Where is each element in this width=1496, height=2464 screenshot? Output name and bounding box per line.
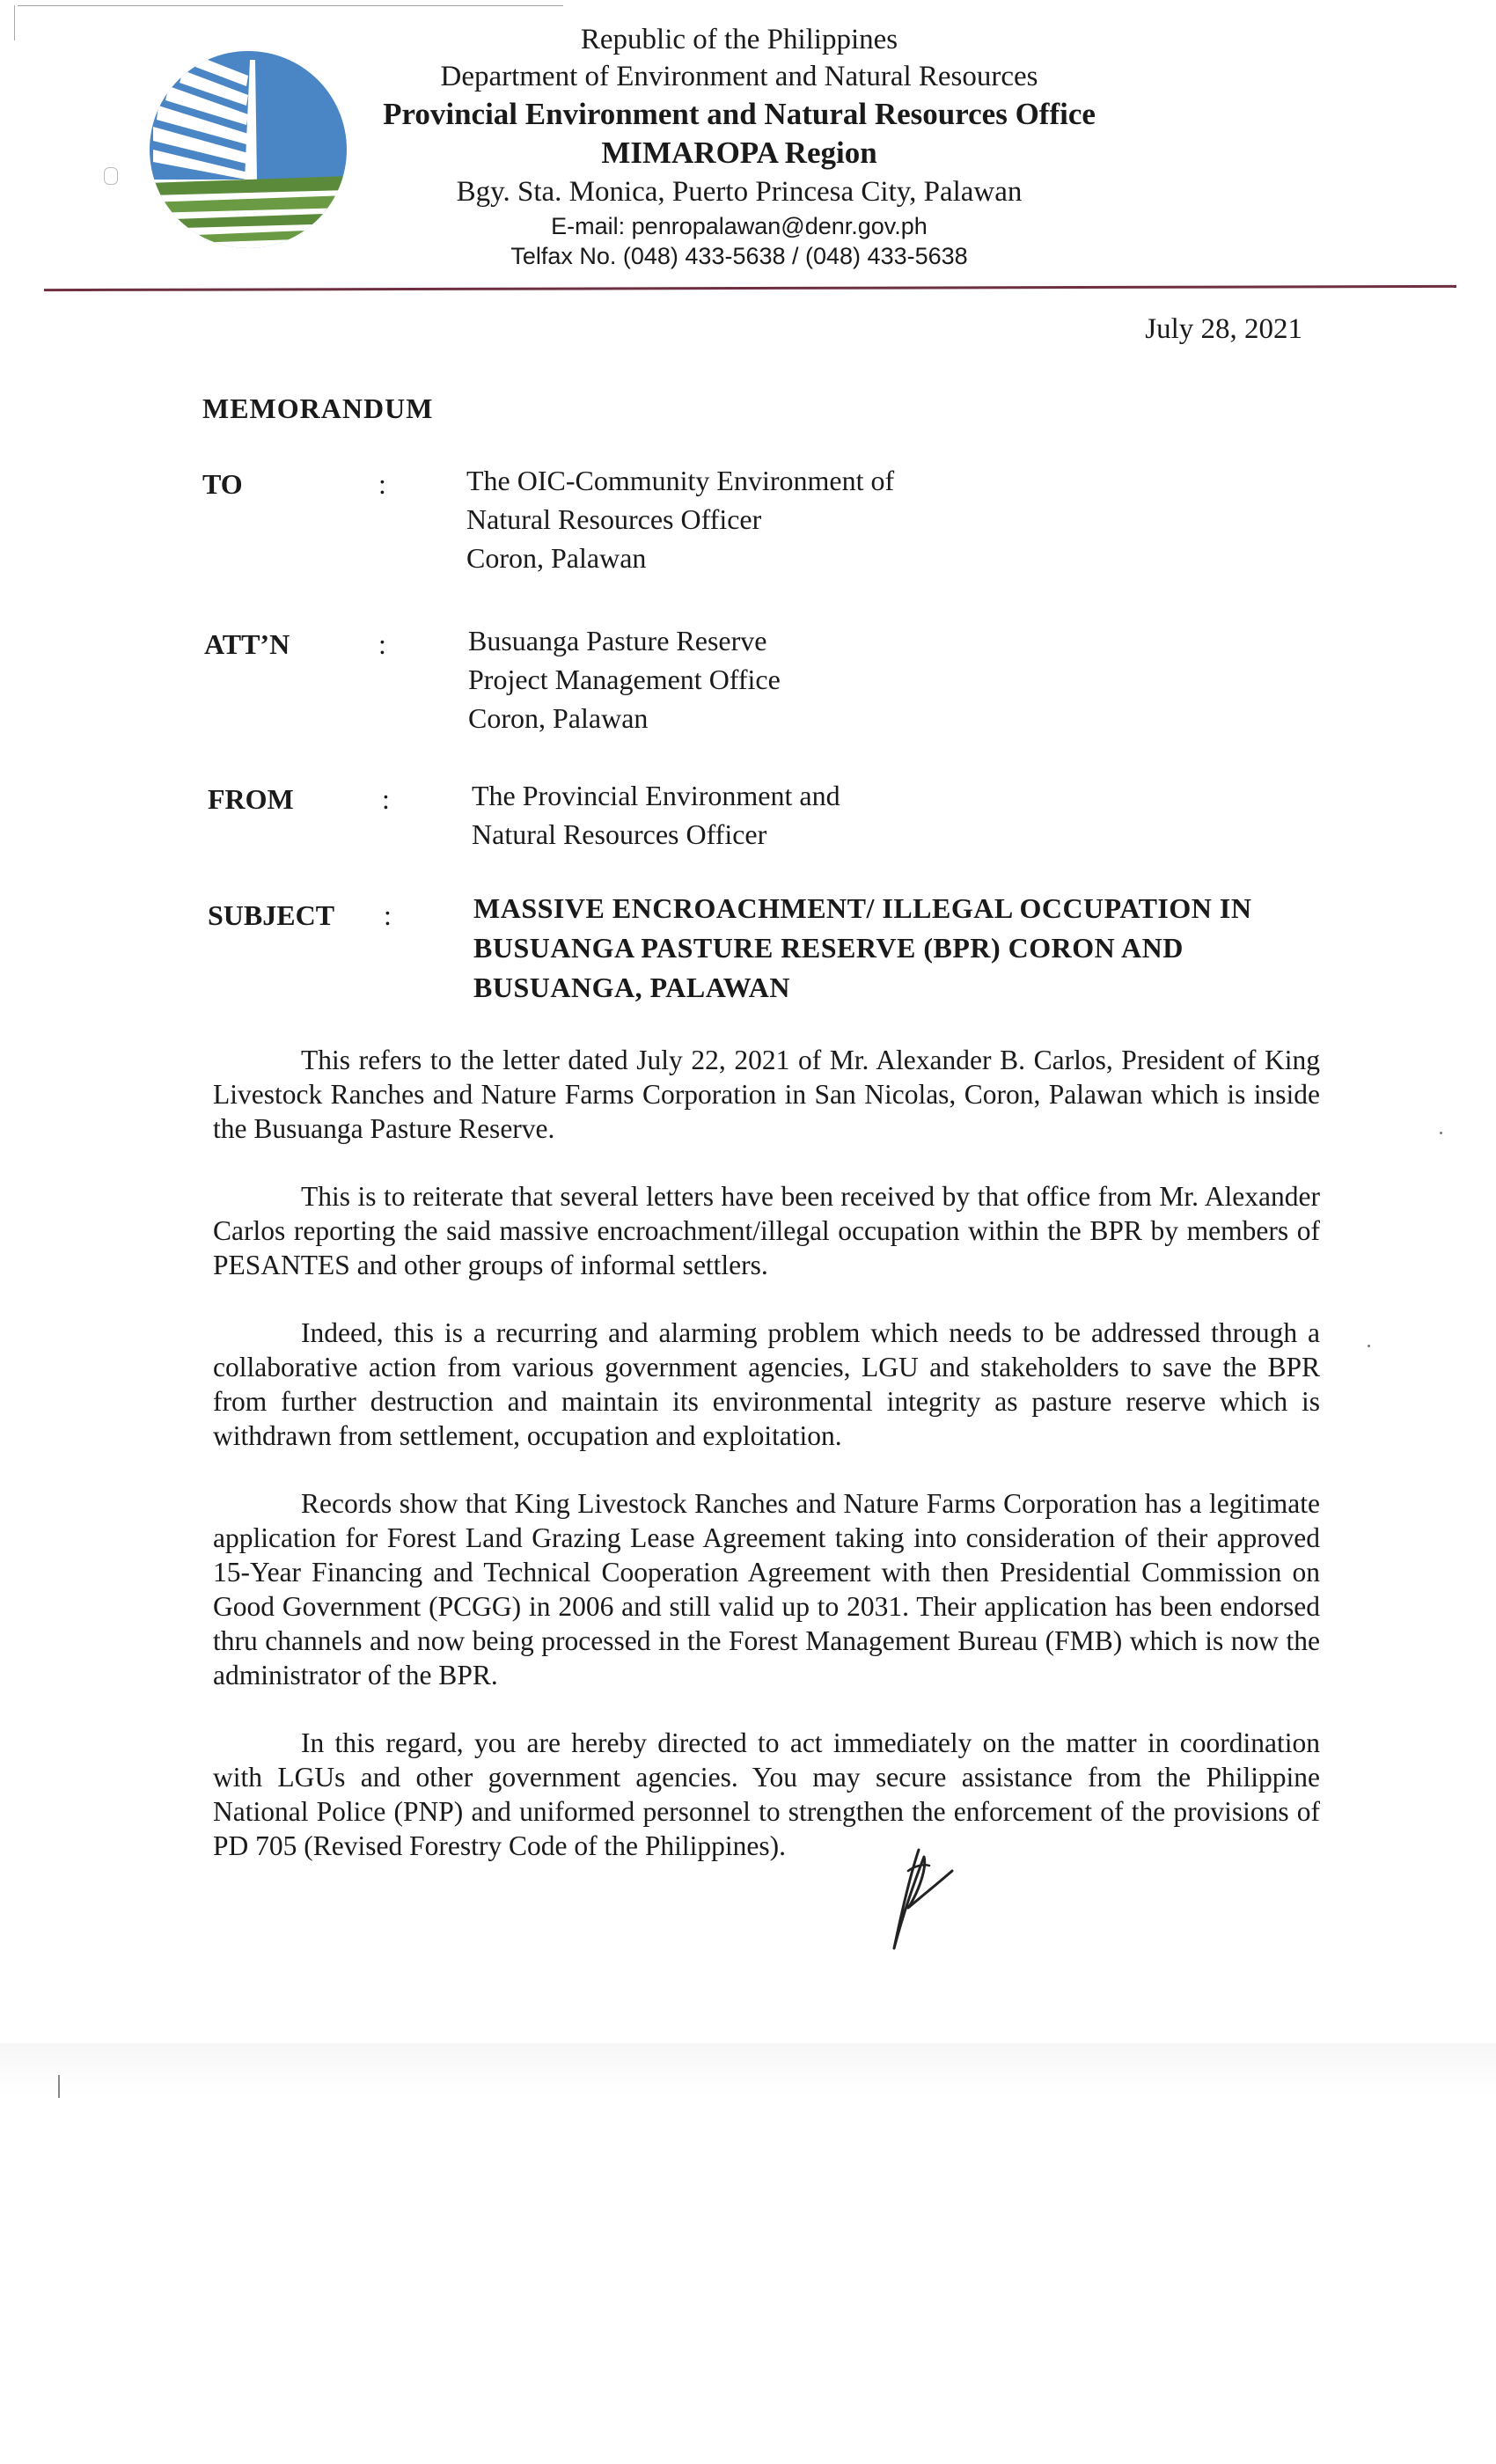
body-paragraph: In this regard, you are hereby directed to act immediately on the matter in coordination with LGUs and other government agencies. You may secure assistance from the Philippine National Police (PNP) and uniformed personnel to strengthen the enforcement of the provisions of PD 705 (Revised Forestry Code of the Philippines).: [213, 1727, 1320, 1861]
memo-date: July 28, 2021: [1145, 313, 1302, 345]
field-from-label: FROM: [208, 783, 294, 815]
field-subject-label: SUBJECT: [208, 899, 335, 931]
memo-body: [213, 1043, 1320, 1896]
signature-initial-icon: [876, 1844, 956, 1959]
field-attn-line: Project Management Office: [468, 664, 781, 695]
field-subject-line: BUSUANGA PASTURE RESERVE (BPR) CORON AND: [473, 932, 1184, 964]
field-subject-line: MASSIVE ENCROACHMENT/ ILLEGAL OCCUPATION IN: [473, 892, 1252, 924]
letterhead-divider: [44, 285, 1456, 291]
field-attn-colon: :: [378, 628, 386, 660]
denr-logo-icon: [148, 49, 348, 250]
field-subject-line: BUSUANGA, PALAWAN: [473, 972, 790, 1003]
letterhead: [352, 23, 1126, 271]
scan-speck: [1368, 1345, 1370, 1347]
letterhead-office: Provincial Environment and Natural Resources Office: [383, 97, 1096, 132]
scan-bottom-tick: [58, 2075, 60, 2098]
letterhead-telfax: Telfax No. (048) 433-5638 / (048) 433-5638: [510, 243, 968, 270]
letterhead-republic: Republic of the Philippines: [580, 24, 898, 55]
scan-bottom-band: [0, 2043, 1496, 2096]
field-subject-colon: :: [384, 899, 392, 931]
field-to-value: [466, 461, 1496, 577]
field-from-value: [472, 776, 1496, 854]
field-from-line: Natural Resources Officer: [472, 818, 767, 850]
field-attn-line: Busuanga Pasture Reserve: [468, 625, 767, 656]
field-attn-line: Coron, Palawan: [468, 702, 649, 734]
body-paragraph: Records show that King Livestock Ranches and Nature Farms Corporation has a legitimate application for Forest Land Grazing Lease Agreement taking into consideration of their approved 15-Year Financing and Technical Cooperation Agreement with then Presidential Commission on Good Government (PCGG) in 2006 and still valid up to 2031. Their application has been endorsed thru channels and now being processed in the Forest Management Bureau (FMB) which is now the administrator of the BPR.: [213, 1488, 1320, 1690]
letterhead-email: E-mail: penropalawan@denr.gov.ph: [551, 212, 928, 239]
field-to-line: Natural Resources Officer: [466, 503, 762, 535]
scan-speck: [1440, 1132, 1442, 1134]
field-from-colon: :: [382, 783, 390, 815]
field-to-line: The OIC-Community Environment of: [466, 465, 895, 496]
letterhead-region: MIMAROPA Region: [601, 136, 877, 171]
field-to-colon: :: [378, 468, 386, 500]
scan-edge-top: [18, 5, 563, 6]
body-paragraph: This refers to the letter dated July 22, 2021 of Mr. Alexander B. Carlos, President of King Livestock Ranches and Nature Farms Corporation in San Nicolas, Coron, Palawan which is inside the Busuanga Pasture Reserve.: [213, 1045, 1320, 1144]
scan-edge-left: [14, 5, 15, 40]
body-paragraph: Indeed, this is a recurring and alarming problem which needs to be addressed through a collaborative action from various government agencies, LGU and stakeholders to save the BPR from further destruction and maintain its environmental integrity as pasture reserve which is withdrawn from settlement, occupation and exploitation.: [213, 1317, 1320, 1451]
field-attn-value: [468, 621, 1496, 737]
field-from-line: The Provincial Environment and: [472, 780, 840, 811]
body-paragraph: This is to reiterate that several letters have been received by that office from Mr. Alexander Carlos reporting the said massive encroachment/illegal occupation within the BPR by members of PESANTES and other groups of informal settlers.: [213, 1181, 1320, 1280]
field-attn-label: ATT’N: [204, 628, 290, 660]
letterhead-address: Bgy. Sta. Monica, Puerto Princesa City, Palawan: [456, 176, 1023, 209]
scan-speck: [104, 167, 118, 185]
field-to-label: TO: [202, 468, 243, 500]
letterhead-department: Department of Environment and Natural Resources: [440, 60, 1038, 92]
field-to-line: Coron, Palawan: [466, 542, 647, 574]
memo-title: MEMORANDUM: [202, 392, 434, 424]
field-subject-value: [473, 889, 1309, 1008]
